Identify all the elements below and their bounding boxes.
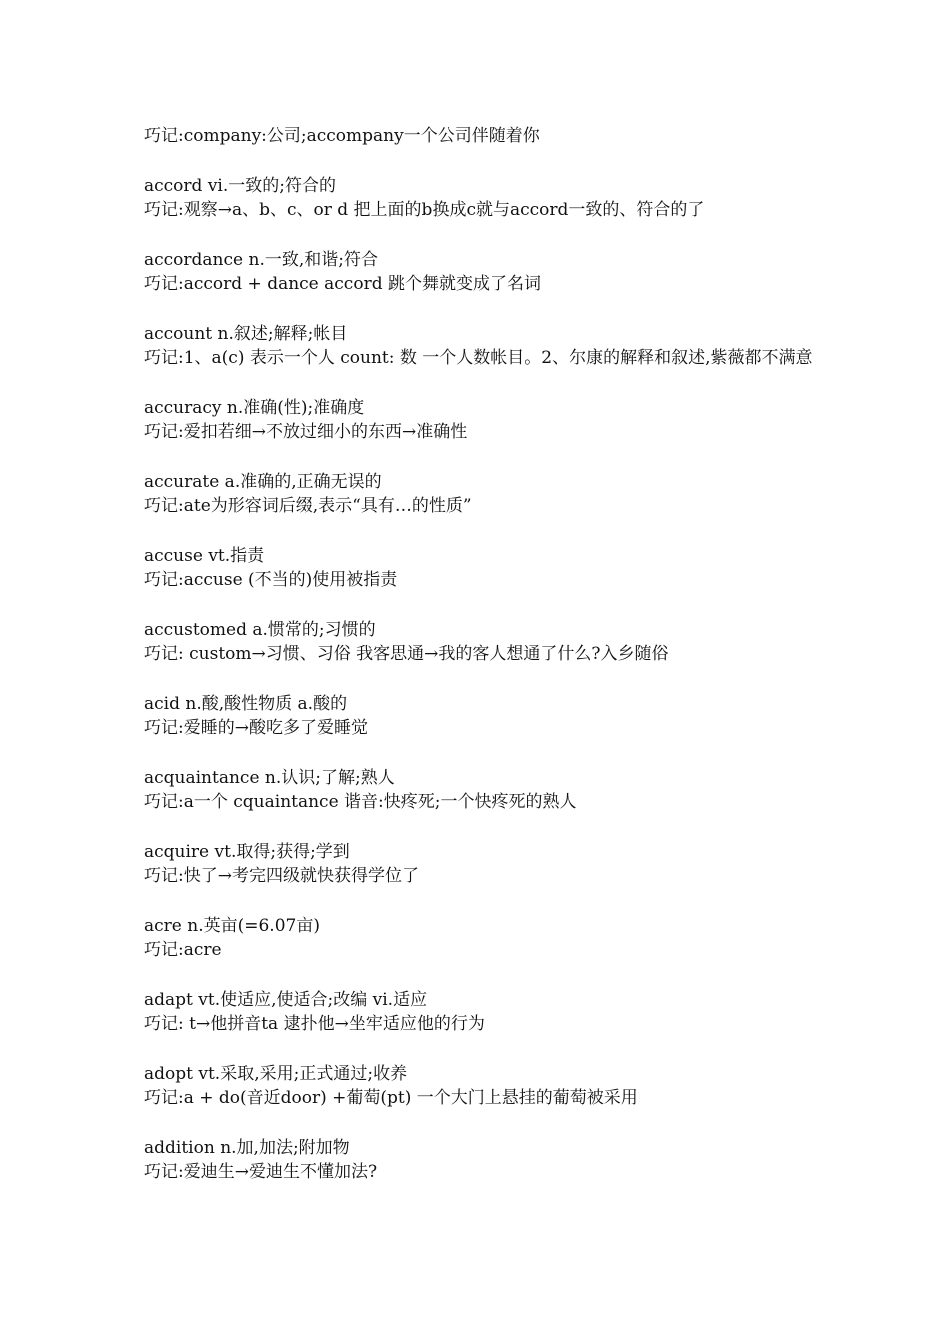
vocab-entry-addition bbox=[144, 1136, 824, 1185]
entry-spacer bbox=[144, 149, 824, 174]
entry-spacer bbox=[144, 963, 824, 988]
entry-word: accurate a.准确的,正确无误的 bbox=[144, 471, 382, 492]
entry-spacer bbox=[144, 815, 824, 840]
vocab-entry-acquaintance bbox=[144, 766, 824, 815]
entry-spacer bbox=[144, 223, 824, 248]
entry-word: account n.叙述;解释;帐目 bbox=[144, 323, 348, 344]
entry-tip: 巧记:快了→考完四级就快获得学位了 bbox=[144, 866, 419, 886]
vocab-entry-adapt bbox=[144, 988, 824, 1037]
entry-spacer bbox=[144, 1037, 824, 1062]
vocab-entry-acre bbox=[144, 914, 824, 963]
entry-spacer bbox=[144, 371, 824, 396]
vocab-entry-accord bbox=[144, 174, 824, 223]
entry-spacer bbox=[144, 667, 824, 692]
vocab-entry-accurate bbox=[144, 470, 824, 519]
entry-tip: 巧记:accuse (不当的)使用被指责 bbox=[144, 570, 398, 590]
entry-word: adapt vt.使适应,使适合;改编 vi.适应 bbox=[144, 989, 428, 1010]
entry-spacer bbox=[144, 593, 824, 618]
entry-word: accord vi.一致的;符合的 bbox=[144, 175, 336, 196]
entry-tip: 巧记:爱迪生→爱迪生不懂加法? bbox=[144, 1162, 378, 1182]
entry-tip: 巧记:a一个 cquaintance 谐音:快疼死;一个快疼死的熟人 bbox=[144, 792, 577, 812]
entry-tip: 巧记:acre bbox=[144, 940, 222, 960]
entry-word: acquaintance n.认识;了解;熟人 bbox=[144, 767, 395, 788]
entry-word: acre n.英亩(=6.07亩) bbox=[144, 915, 320, 936]
entry-tip: 巧记:accord + dance accord 跳个舞就变成了名词 bbox=[144, 274, 541, 294]
entry-tip: 巧记: custom→习惯、习俗 我客思通→我的客人想通了什么?入乡随俗 bbox=[144, 644, 669, 664]
vocab-entry-acquire bbox=[144, 840, 824, 889]
entry-tip: 巧记:1、a(c) 表示一个人 count: 数 一个人数帐目。2、尔康的解释和叙述,紫薇都不满意 bbox=[144, 348, 813, 368]
entry-spacer bbox=[144, 519, 824, 544]
entry-spacer bbox=[144, 445, 824, 470]
entry-tip: 巧记:观察→a、b、c、or d 把上面的b换成c就与accord一致的、符合的了 bbox=[144, 200, 705, 220]
entry-word: adopt vt.采取,采用;正式通过;收养 bbox=[144, 1063, 408, 1084]
entry-word: acid n.酸,酸性物质 a.酸的 bbox=[144, 693, 348, 714]
entry-tip: 巧记: t→他拼音ta 逮扑他→坐牢适应他的行为 bbox=[144, 1014, 485, 1034]
entry-word: accuracy n.准确(性);准确度 bbox=[144, 397, 365, 418]
vocab-entry-accuracy bbox=[144, 396, 824, 445]
entry-word: accordance n.一致,和谐;符合 bbox=[144, 249, 378, 270]
entry-word: accustomed a.惯常的;习惯的 bbox=[144, 619, 376, 640]
entry-spacer bbox=[144, 741, 824, 766]
vocab-entry-accordance bbox=[144, 248, 824, 297]
entry-tip: 巧记:爱扣若细→不放过细小的东西→准确性 bbox=[144, 422, 468, 442]
entry-tip: 巧记:a + do(音近door) +葡萄(pt) 一个大门上悬挂的葡萄被采用 bbox=[144, 1088, 638, 1108]
entry-word: accuse vt.指责 bbox=[144, 545, 265, 566]
vocab-entry-accustomed bbox=[144, 618, 824, 667]
entry-word: addition n.加,加法;附加物 bbox=[144, 1137, 350, 1158]
intro-tip: 巧记:company:公司;accompany一个公司伴随着你 bbox=[144, 126, 540, 146]
vocab-entry-accuse bbox=[144, 544, 824, 593]
entry-word: acquire vt.取得;获得;学到 bbox=[144, 841, 350, 862]
entry-spacer bbox=[144, 889, 824, 914]
vocabulary-list bbox=[144, 124, 824, 1185]
entry-tip: 巧记:ate为形容词后缀,表示“具有…的性质” bbox=[144, 496, 472, 516]
entry-spacer bbox=[144, 1111, 824, 1136]
vocab-entry-account bbox=[144, 322, 824, 371]
entry-spacer bbox=[144, 297, 824, 322]
entry-tip: 巧记:爱睡的→酸吃多了爱睡觉 bbox=[144, 718, 368, 738]
vocab-entry-adopt bbox=[144, 1062, 824, 1111]
vocab-entry-acid bbox=[144, 692, 824, 741]
